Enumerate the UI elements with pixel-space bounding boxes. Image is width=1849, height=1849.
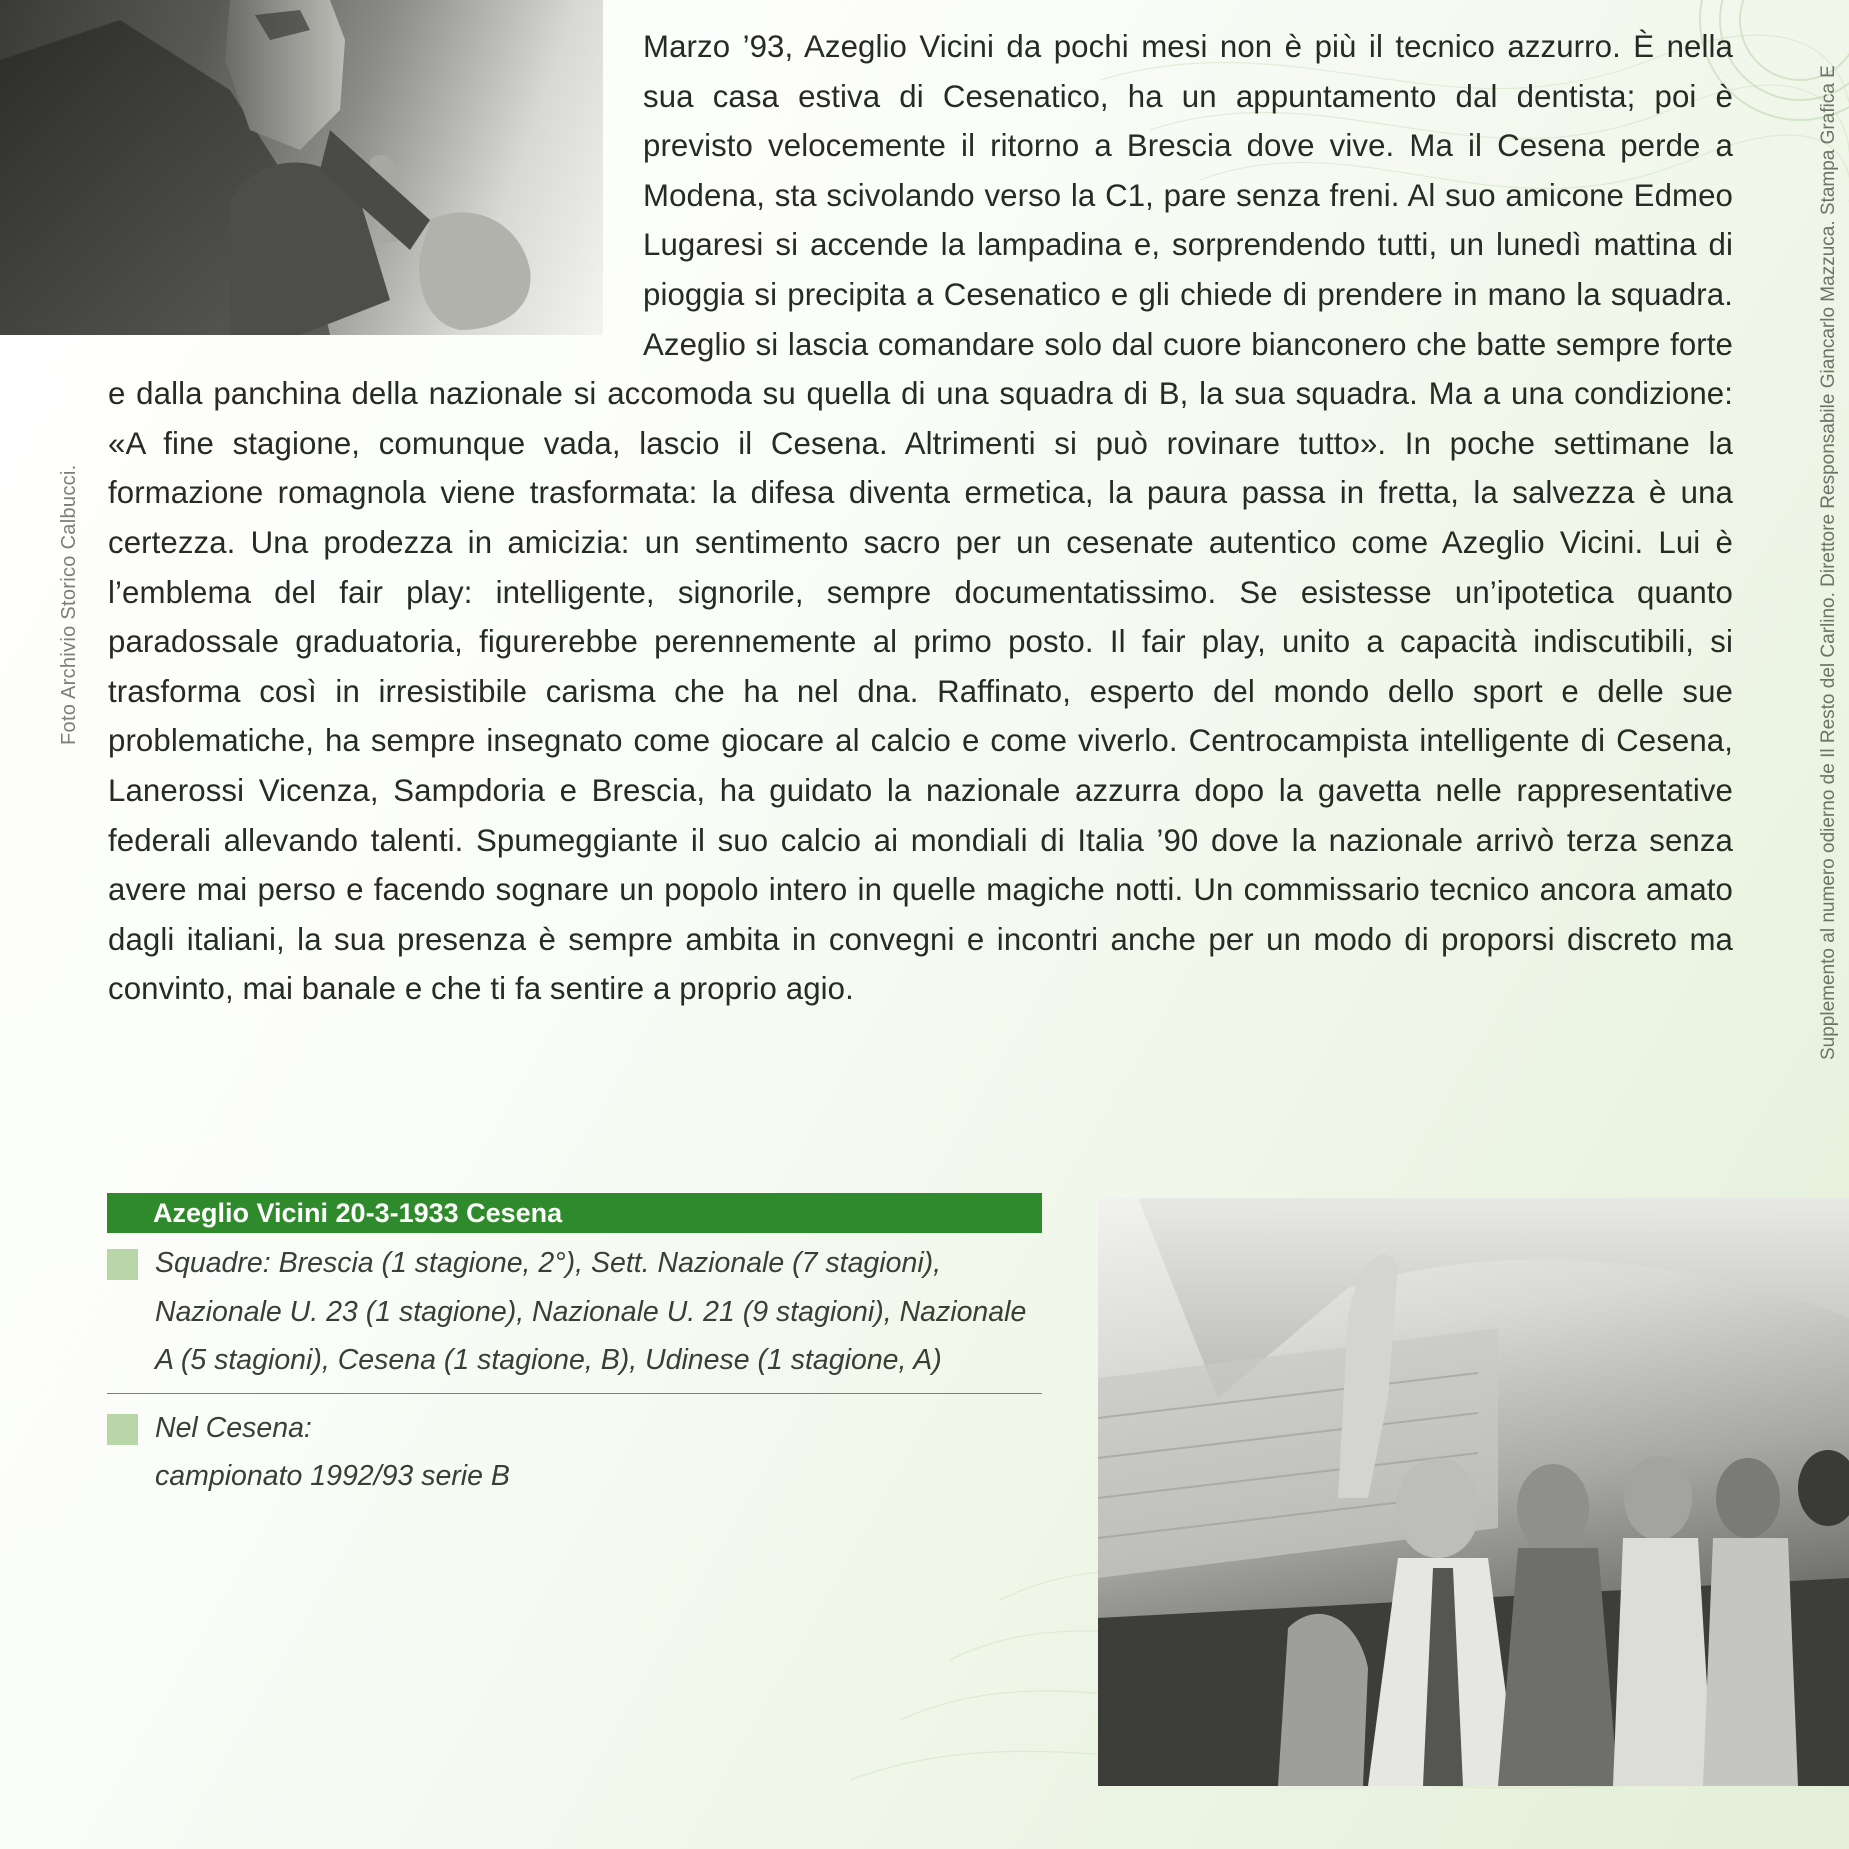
coach-bench-photo — [1098, 1198, 1849, 1786]
info-row-cesena-label: Nel Cesena: — [155, 1411, 312, 1444]
info-row-cesena — [107, 1398, 1042, 1507]
info-divider — [107, 1393, 1042, 1394]
info-row-cesena-text: campionato 1992/93 serie B — [155, 1460, 510, 1492]
info-row-teams-text: Squadre: Brescia (1 stagione, 2°), Sett. Nazionale (7 stagioni), Nazionale U. 23 (1 stagione), Nazionale U. 21 (9 stagioni), Nazionale A (5 stagioni), Cesena (1 stagione, B), Udinese (1 stagione, A) — [155, 1247, 1027, 1376]
photo-wrap-space — [108, 22, 643, 335]
bullet-square-icon — [107, 1414, 138, 1445]
photo-credit: Foto Archivio Storico Calbucci. — [58, 464, 80, 745]
info-row-teams — [107, 1233, 1042, 1391]
bullet-square-icon — [107, 1249, 138, 1280]
info-box-header: Azeglio Vicini 20-3-1933 Cesena — [107, 1193, 1042, 1233]
article-body — [108, 22, 1733, 1014]
career-info-box — [107, 1193, 1042, 1507]
bench-illustration — [1098, 1198, 1849, 1786]
article-paragraph: Marzo ’93, Azeglio Vicini da pochi mesi non è più il tecnico azzurro. È nella sua casa estiva di Cesenatico, ha un appuntamento dal dentista; poi è previsto velocemente il ritorno a Brescia dove vive. Ma il Cesena perde a Modena, sta scivolando verso la C1, pare senza freni. Al suo amicone Edmeo Lugaresi si accende la lampadina e, sorprendendo tutti, un lunedì mattina di pioggia si precipita a Cesenatico e gli chiede di prendere in mano la squadra. Azeglio si lascia comandare solo dal cuore bianconero che batte sempre forte e dalla panchina della nazionale si accomoda su quella di una squadra di B, la sua squadra. Ma a una condizione: «A fine stagione, comunque vada, lascio il Cesena. Altrimenti si può rovinare tutto». In poche settimane la formazione romagnola viene trasformata: la difesa diventa ermetica, la paura passa in fretta, la salvezza è una certezza. Una prodezza in amicizia: un sentimento sacro per un cesenate autentico come Azeglio Vicini. Lui è l’emblema del fair play: intelligente, signorile, sempre documentatissimo. Se esistesse un’ipotetica quanto paradossale graduatoria, figurerebbe perennemente al primo posto. Il fair play, unito a capacità indiscutibili, si trasforma così in irresistibile carisma che ha nel dna. Raffinato, esperto del mondo dello sport e delle sue problematiche, ha sempre insegnato come giocare al calcio e come viverlo. Centrocampista intelligente di Cesena, Lanerossi Vicenza, Sampdoria e Brescia, ha guidato la nazionale azzurra dopo la gavetta nelle rappresentative federali allevando talenti. Spumeggiante il suo calcio ai mondiali di Italia ’90 dove la nazionale arrivò terza senza avere mai perso e facendo sognare un popolo intero in quelle magiche notti. Un commissario tecnico ancora amato dagli italiani, la sua presenza è sempre ambita in convegni e incontri anche per un modo di proporsi discreto ma convinto, mai banale e che ti fa sentire a proprio agio. — [108, 29, 1733, 1007]
supplement-credit: Supplemento al numero odierno de Il Resto del Carlino. Direttore Responsabile Giancarlo Mazzuca. Stampa Grafica E — [1818, 65, 1839, 1060]
